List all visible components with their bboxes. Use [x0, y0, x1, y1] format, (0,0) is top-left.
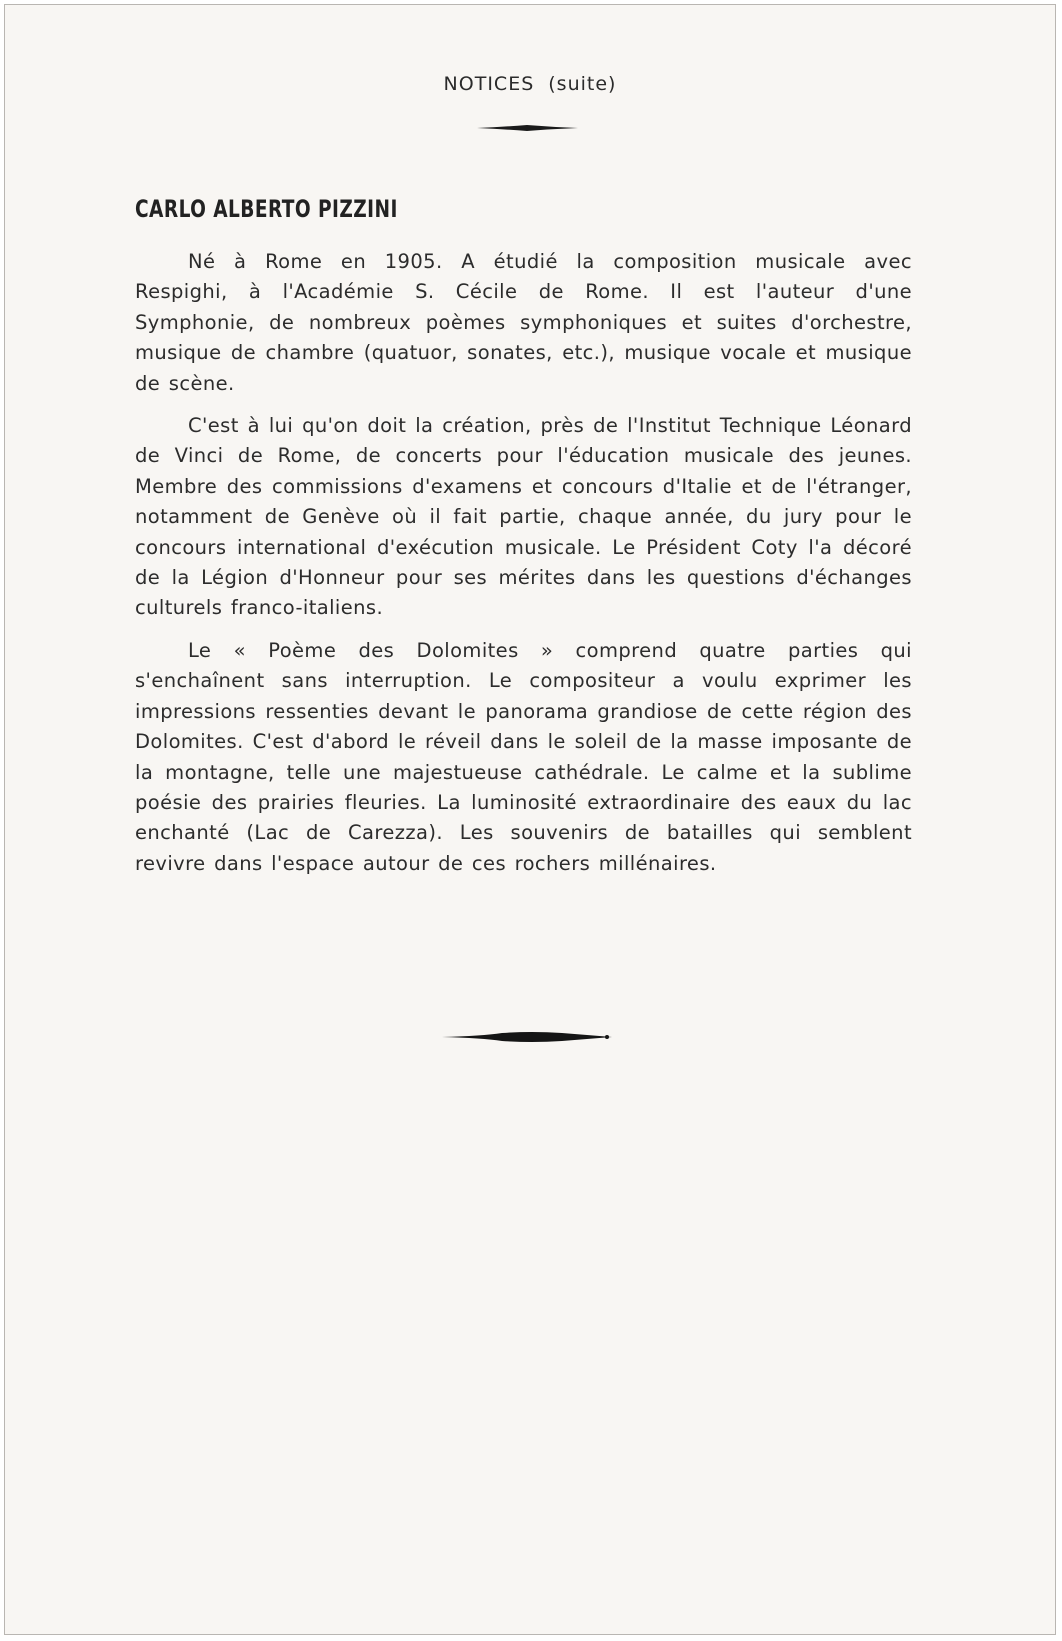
top-ornament-rule	[477, 124, 578, 132]
running-head	[5, 73, 1055, 95]
running-head-subtitle: (suite)	[548, 73, 617, 95]
notice-body	[135, 247, 912, 891]
notice-paragraph: C'est à lui qu'on doit la création, près de l'Institut Technique Léonard de Vinci de Rome, de concerts pour l'éducation musicale des jeunes. Membre des commissions d'examens et concours d'Italie et de l'étranger, notamment de Genève où il fait partie, chaque année, du jury pour le concours international d'exécution musicale. Le Président Coty l'a décoré de la Légion d'Honneur pour ses mérites dans les questions d'échanges culturels franco-italiens.	[135, 414, 912, 620]
running-head-title: NOTICES	[443, 73, 535, 95]
bottom-ornament-rule	[442, 1030, 612, 1044]
document-page	[4, 4, 1056, 1635]
notice-heading: CARLO ALBERTO PIZZINI	[135, 195, 398, 223]
notice-paragraph: Le « Poème des Dolomites » comprend quatre parties qui s'enchaînent sans interruption. Le compositeur a voulu exprimer les impressions ressenties devant le panorama grandiose de cette région des Dolomites. C'est d'abord le réveil dans le soleil de la masse imposante de la montagne, telle une majestueuse cathédrale. Le calme et la sublime poésie des prairies fleuries. La luminosité extraordinaire des eaux du lac enchanté (Lac de Carezza). Les souvenirs de batailles qui semblent revivre dans l'espace autour de ces rochers millénaires.	[135, 638, 912, 875]
notice-paragraph: Né à Rome en 1905. A étudié la composition musicale avec Respighi, à l'Académie S. Cécile de Rome. Il est l'auteur d'une Symphonie, de nombreux poèmes symphoniques et suites d'orchestre, musique de chambre (quatuor, sonates, etc.), musique vocale et musique de scène.	[135, 250, 912, 395]
